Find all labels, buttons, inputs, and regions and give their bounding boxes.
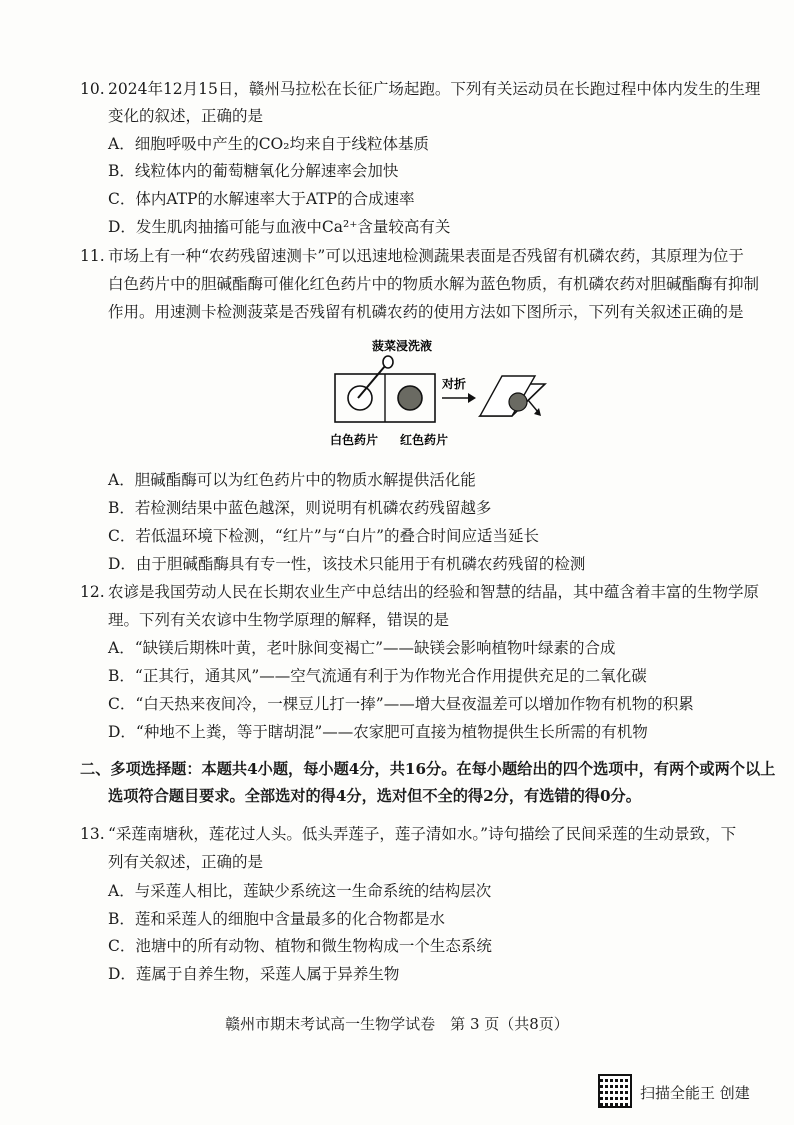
question-number: 10. [80, 80, 105, 98]
question-stem: 农谚是我国劳动人民在长期农业生产中总结出的经验和智慧的结晶，其中蕴含着丰富的生物学原 [108, 583, 760, 601]
question-stem: 理。下列有关农谚中生物学原理的解释，错误的是 [108, 611, 450, 629]
question-stem: 白色药片中的胆碱酯酶可催化红色药片中的物质水解为蓝色物质，有机磷农药对胆碱酯酶有抑制 [108, 275, 760, 293]
fold-arrow-head [468, 393, 476, 403]
section-instructions: 二、多项选择题：本题共4小题，每小题4分，共16分。在每小题给出的四个选项中，有两个或两个以上 [80, 760, 776, 778]
option-c: C．体内ATP的水解速率大于ATP的合成速率 [108, 190, 415, 208]
option-a: A．胆碱酯酶可以为红色药片中的物质水解提供活化能 [108, 471, 476, 489]
option-d: D．发生肌肉抽搐可能与血液中Ca²⁺含量较高有关 [108, 218, 451, 236]
folded-red-tablet [509, 393, 527, 411]
section-instructions: 选项符合题目要求。全部选对的得4分，选对但不全的得2分，有选错的得0分。 [108, 787, 641, 805]
question-stem: 列有关叙述，正确的是 [108, 853, 264, 871]
question-number: 12. [80, 583, 105, 601]
option-d: D．莲属于自养生物，采莲人属于异养生物 [108, 965, 400, 983]
label-red-tablet: 红色药片 [400, 433, 449, 447]
label-wash-liquid: 菠菜浸洗液 [372, 339, 433, 353]
option-c: C．池塘中的所有动物、植物和微生物构成一个生态系统 [108, 937, 492, 955]
red-tablet [398, 386, 422, 410]
press-arrow [528, 400, 538, 412]
option-a: A．“缺镁后期株叶黄，老叶脉间变褐亡”——缺镁会影响植物叶绿素的合成 [108, 639, 616, 657]
question-number: 13. [80, 825, 105, 843]
label-fold: 对折 [442, 377, 467, 391]
question-stem: 作用。用速测卡检测菠菜是否残留有机磷农药的使用方法如下图所示，下列有关叙述正确的是 [108, 303, 744, 321]
option-b: B．线粒体内的葡萄糖氧化分解速率会加快 [108, 162, 399, 180]
option-a: A．细胞呼吸中产生的CO₂均来自于线粒体基质 [108, 135, 429, 153]
option-c: C．“白天热来夜间冷，一棵豆儿打一捧”——增大昼夜温差可以增加作物有机物的积累 [108, 695, 694, 713]
scanner-watermark [598, 1074, 788, 1110]
question-stem: “采莲南塘秋，莲花过人头。低头弄莲子，莲子清如水。”诗句描绘了民间采莲的生动景致，下 [108, 825, 737, 843]
white-tablet [348, 386, 372, 410]
question-stem: 市场上有一种“农药残留速测卡”可以迅速地检测蔬果表面是否残留有机磷农药，其原理为位于 [108, 247, 744, 265]
page-footer: 赣州市期末考试高一生物学试卷 第 3 页（共8页） [225, 1015, 569, 1033]
option-b: B．莲和采莲人的细胞中含量最多的化合物都是水 [108, 910, 445, 928]
label-white-tablet: 白色药片 [330, 433, 379, 447]
option-c: C．若低温环境下检测，“红片”与“白片”的叠合时间应适当延长 [108, 527, 540, 545]
option-b: B．“正其行，通其风”——空气流通有利于为作物光合作用提供充足的二氧化碳 [108, 667, 647, 685]
qr-code-icon [598, 1074, 632, 1108]
test-card-figure [320, 336, 550, 456]
option-d: D．“种地不上粪，等于瞎胡混”——农家肥可直接为植物提供生长所需的有机物 [108, 723, 648, 741]
option-b: B．若检测结果中蓝色越深，则说明有机磷农药残留越多 [108, 499, 492, 517]
question-stem: 变化的叙述，正确的是 [108, 107, 264, 125]
test-card-diagram [320, 336, 550, 456]
option-a: A．与采莲人相比，莲缺少系统这一生命系统的结构层次 [108, 882, 492, 900]
option-d: D．由于胆碱酯酶具有专一性，该技术只能用于有机磷农药残留的检测 [108, 555, 586, 573]
question-number: 11. [80, 247, 105, 265]
scanner-label: 扫描全能王 创建 [640, 1084, 750, 1102]
question-stem: 2024年12月15日，赣州马拉松在长征广场起跑。下列有关运动员在长跑过程中体内发生的生理 [108, 80, 761, 98]
dropper-bulb [383, 356, 393, 368]
